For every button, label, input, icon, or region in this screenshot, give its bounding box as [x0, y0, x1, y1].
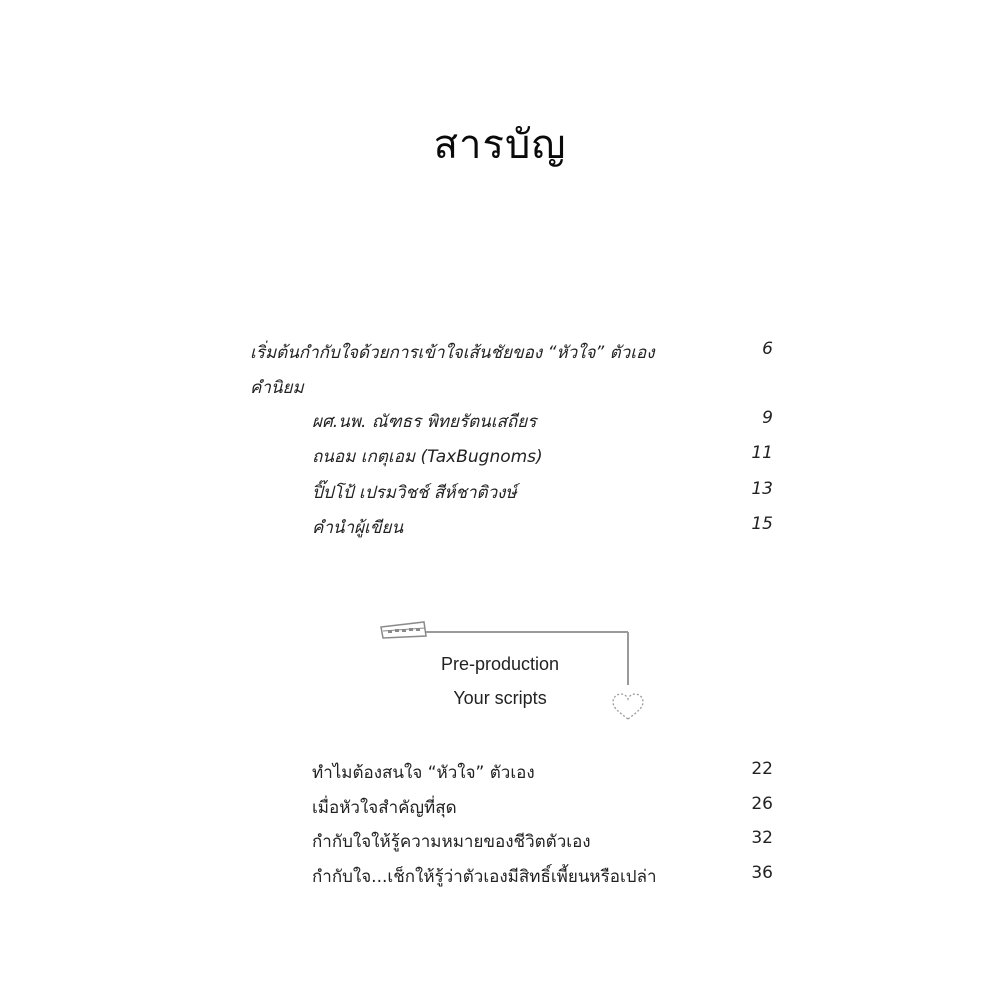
toc-entry-foreword-3: ปิ๊ปโป้ เปรมวิชช์ สีห์ชาติวงษ์ — [312, 483, 517, 503]
section-title: Pre-production — [440, 654, 560, 674]
toc-page-intro: 6 — [762, 339, 773, 359]
toc-entry-chapter-2: เมื่อหัวใจสำคัญที่สุด — [312, 798, 457, 818]
toc-entry-chapter-4: กำกับใจ...เช็กให้รู้ว่าตัวเองมีสิทธิ์เพี้ยนหรือเปล่า — [312, 867, 657, 887]
toc-page-chapter-2: 26 — [751, 794, 773, 814]
toc-page-foreword-1: 9 — [762, 408, 773, 428]
toc-page-chapter-4: 36 — [751, 863, 773, 883]
toc-page-foreword-3: 13 — [751, 479, 773, 499]
toc-entry-foreword-2: ถนอม เกตุเอม (TaxBugnoms) — [312, 447, 543, 467]
toc-entry-chapter-1: ทำไมต้องสนใจ “หัวใจ” ตัวเอง — [312, 763, 535, 783]
toc-entry-author-preface: คำนำผู้เขียน — [312, 518, 404, 538]
toc-entry-chapter-3: กำกับใจให้รู้ความหมายของชีวิตตัวเอง — [312, 832, 591, 852]
toc-page-author-preface: 15 — [751, 514, 773, 534]
toc-page-chapter-3: 32 — [751, 828, 773, 848]
toc-entry-foreword-1: ผศ.นพ. ณัฑธร พิทยรัตนเสถียร — [312, 412, 537, 432]
toc-entry-intro: เริ่มต้นกำกับใจด้วยการเข้าใจเส้นชัยของ “หัวใจ” ตัวเอง — [250, 343, 655, 363]
film-strip-icon — [381, 622, 426, 638]
page-title: สารบัญ — [433, 122, 567, 168]
toc-page-foreword-2: 11 — [751, 443, 773, 463]
section-subtitle: Your scripts — [453, 688, 547, 708]
toc-heading-forewords: คำนิยม — [250, 378, 304, 398]
toc-page-chapter-1: 22 — [751, 759, 773, 779]
